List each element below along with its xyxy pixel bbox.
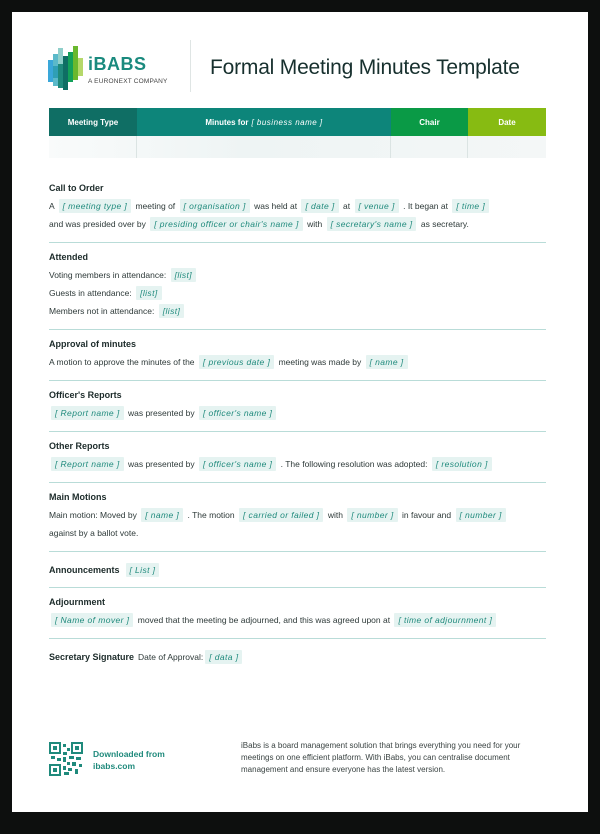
text: A motion to approve the minutes of the <box>49 357 195 367</box>
section-title: Attended <box>49 252 88 262</box>
text: . It began at <box>403 201 448 211</box>
presiding-officer-placeholder[interactable]: [ presiding officer or chair's name ] <box>150 217 302 231</box>
text: with <box>327 510 343 520</box>
header-label: Meeting Type <box>67 117 119 127</box>
signature-row <box>49 648 546 666</box>
text: Guests in attendance: <box>49 288 132 298</box>
section-text <box>49 611 546 629</box>
text: against by a ballot vote. <box>49 528 139 538</box>
section-title: Secretary Signature <box>49 652 135 662</box>
guests-placeholder[interactable]: [list] <box>136 286 162 300</box>
section-call-to-order <box>49 174 546 243</box>
section-text <box>49 353 546 371</box>
previous-date-placeholder[interactable]: [ previous date ] <box>199 355 274 369</box>
table-header-row <box>49 108 546 136</box>
header-divider <box>190 40 191 92</box>
mover-name-placeholder[interactable]: [ name ] <box>141 508 183 522</box>
section-officers-reports <box>49 381 546 432</box>
officer-name-placeholder[interactable]: [ officer's name ] <box>199 457 276 471</box>
about-ibabs-text: iBabs is a board management solution that brings everything you need for your meetings on one efficient platform. With iBabs, you can centralise document management and ensure everyone has the latest version. <box>241 741 521 774</box>
minutes-for-cell[interactable] <box>137 136 390 158</box>
text: Voting members in attendance: <box>49 270 167 280</box>
voting-members-placeholder[interactable]: [list] <box>171 268 197 282</box>
adjournment-time-placeholder[interactable]: [ time of adjournment ] <box>394 613 496 627</box>
downloaded-from-label: Downloaded from <box>93 749 165 759</box>
approval-date-placeholder[interactable]: [ data ] <box>205 650 242 664</box>
text: . The following resolution was adopted: <box>280 459 428 469</box>
carried-or-failed-placeholder[interactable]: [ carried or failed ] <box>239 508 323 522</box>
section-text <box>49 506 546 542</box>
section-attended <box>49 243 546 330</box>
minutes-sections <box>49 174 546 674</box>
mover-name-placeholder[interactable]: [ Name of mover ] <box>51 613 133 627</box>
attended-guests-line <box>49 284 546 302</box>
section-title: Officer's Reports <box>49 390 122 400</box>
header-date <box>468 108 546 136</box>
section-secretary-signature <box>49 639 546 674</box>
text: meeting of <box>135 201 176 211</box>
attended-voting-line <box>49 266 546 284</box>
download-source[interactable] <box>93 748 165 772</box>
votes-for-placeholder[interactable]: [ number ] <box>347 508 397 522</box>
section-text <box>49 197 546 233</box>
text: at <box>343 201 351 211</box>
text: and was presided over by <box>49 219 146 229</box>
business-name-placeholder[interactable]: [ business name ] <box>251 117 323 127</box>
logo-bars-icon <box>48 46 86 90</box>
header-minutes-for <box>137 108 391 136</box>
name-placeholder[interactable]: [ name ] <box>366 355 408 369</box>
header-meeting-type <box>49 108 137 136</box>
text: moved that the meeting be adjourned, and this was agreed upon at <box>137 615 391 625</box>
header-label: Date <box>498 117 516 127</box>
meeting-info-table <box>49 108 546 158</box>
time-placeholder[interactable]: [ time ] <box>452 199 489 213</box>
date-cell[interactable] <box>468 136 546 158</box>
text: . The motion <box>187 510 235 520</box>
attended-absent-line <box>49 302 546 320</box>
text: as secretary. <box>420 219 469 229</box>
document-header <box>48 38 552 96</box>
text: Members not in attendance: <box>49 306 155 316</box>
section-adjournment <box>49 588 546 639</box>
votes-against-placeholder[interactable]: [ number ] <box>456 508 506 522</box>
section-text <box>49 404 546 422</box>
header-label: Chair <box>419 117 440 127</box>
section-text <box>49 455 546 473</box>
document-page <box>12 12 588 812</box>
venue-placeholder[interactable]: [ venue ] <box>355 199 399 213</box>
header-label: Minutes for <box>205 117 249 127</box>
text: Main motion: Moved by <box>49 510 137 520</box>
page-title: Formal Meeting Minutes Template <box>210 56 520 79</box>
meeting-type-placeholder[interactable]: [ meeting type ] <box>59 199 132 213</box>
section-title: Call to Order <box>49 183 104 193</box>
announcements-row <box>49 561 546 579</box>
table-row <box>49 136 546 158</box>
document-footer <box>49 740 546 786</box>
report-name-placeholder[interactable]: [ Report name ] <box>51 457 124 471</box>
section-approval-of-minutes <box>49 330 546 381</box>
text: was presented by <box>127 459 195 469</box>
text: in favour and <box>401 510 452 520</box>
date-placeholder[interactable]: [ date ] <box>301 199 338 213</box>
section-title: Approval of minutes <box>49 339 137 349</box>
text: A <box>49 201 55 211</box>
section-title: Adjournment <box>49 597 105 607</box>
section-other-reports <box>49 432 546 483</box>
absent-members-placeholder[interactable]: [list] <box>159 304 185 318</box>
announcements-list-placeholder[interactable]: [ List ] <box>126 563 160 577</box>
section-title: Main Motions <box>49 492 107 502</box>
section-title: Announcements <box>49 565 120 575</box>
resolution-placeholder[interactable]: [ resolution ] <box>432 457 492 471</box>
text: Date of Approval: <box>138 652 204 662</box>
text: meeting was made by <box>278 357 362 367</box>
header-chair <box>391 108 468 136</box>
text: was presented by <box>127 408 195 418</box>
organisation-placeholder[interactable]: [ organisation ] <box>180 199 250 213</box>
text: with <box>307 219 323 229</box>
chair-cell[interactable] <box>391 136 469 158</box>
logo-wordmark: iBABS <box>88 54 147 74</box>
officer-name-placeholder[interactable]: [ officer's name ] <box>199 406 276 420</box>
logo-tagline: A EURONEXT COMPANY <box>88 78 168 85</box>
section-title: Other Reports <box>49 441 110 451</box>
meeting-type-cell[interactable] <box>49 136 137 158</box>
text: was held at <box>254 201 298 211</box>
section-main-motions <box>49 483 546 552</box>
report-name-placeholder[interactable]: [ Report name ] <box>51 406 124 420</box>
qr-code-icon <box>49 742 83 776</box>
secretary-name-placeholder[interactable]: [ secretary's name ] <box>327 217 417 231</box>
section-announcements <box>49 552 546 588</box>
ibabs-link[interactable]: ibabs.com <box>93 761 136 771</box>
ibabs-logo <box>48 46 178 92</box>
